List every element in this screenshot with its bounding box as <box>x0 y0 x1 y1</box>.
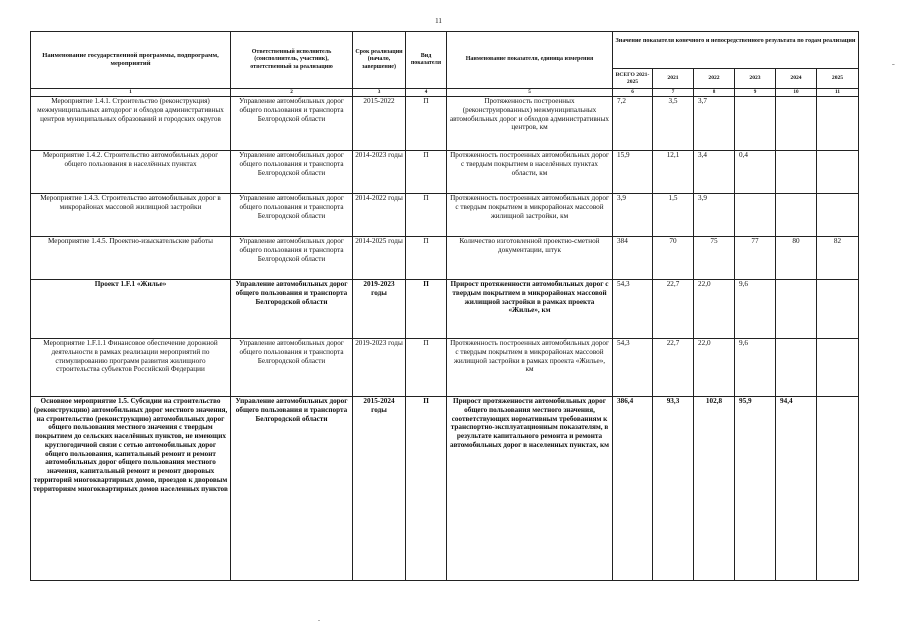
header-total: ВСЕГО 2021-2025 <box>613 69 653 89</box>
index-cell: 10 <box>776 89 817 97</box>
value-total: 15,9 <box>613 151 653 194</box>
row-indicator: Количество изготовленной проектно-сметной документации, штук <box>447 237 613 280</box>
table-row <box>31 194 859 237</box>
row-name: Мероприятие 1.4.2. Строительство автомобильных дорог общего пользования в населённых пунктах <box>31 151 231 194</box>
table-row <box>31 237 859 280</box>
value-2021: 93,3 <box>653 397 694 581</box>
row-executor: Управление автомобильных дорог общего пользования и транспорта Белгородской области <box>231 97 353 151</box>
row-executor: Управление автомобильных дорог общего пользования и транспорта Белгородской области <box>231 151 353 194</box>
table-row <box>31 97 859 151</box>
header-name: Наименование государственной программы, подпрограмм, мероприятий <box>31 32 231 89</box>
value-2021: 12,1 <box>653 151 694 194</box>
row-indicator: Прирост протяженности автомобильных дорог с твердым покрытием в микрорайонах массовой жилищной застройки в рамках проекта «Жилье», км <box>447 280 613 339</box>
page-number: 11 <box>435 17 442 25</box>
index-row <box>31 89 859 97</box>
index-cell: 9 <box>735 89 776 97</box>
row-indicator: Протяженность построенных автомобильных дорог с твердым покрытием в микрорайонах массовой жилищной застройки, км <box>447 194 613 237</box>
value-2023: 95,9 <box>735 397 776 581</box>
value-2023: 9,6 <box>735 339 776 397</box>
row-executor: Управление автомобильных дорог общего пользования и транспорта Белгородской области <box>231 280 353 339</box>
header-year: 2024 <box>776 69 817 89</box>
value-2025 <box>817 151 859 194</box>
row-term: 2014-2023 годы <box>353 151 406 194</box>
value-2022: 3,9 <box>694 194 735 237</box>
header-term: Срок реализации (начало, завершение) <box>353 32 406 89</box>
row-name: Мероприятие 1.F.1.1 Финансовое обеспечение дорожной деятельности в рамках реализации мероприятий по стимулированию программ развития жилищного строительства субъектов Российской Федерации <box>31 339 231 397</box>
row-type: П <box>406 280 447 339</box>
value-2024 <box>776 194 817 237</box>
margin-tick: ˉ <box>892 62 895 71</box>
value-2024 <box>776 97 817 151</box>
header-executor: Ответственный исполнитель (соисполнитель, участник), ответственный за реализацию <box>231 32 353 89</box>
header-values: Значение показателя конечного и непосредственного результата по годам реализации <box>613 32 859 69</box>
row-type: П <box>406 237 447 280</box>
table-row <box>31 151 859 194</box>
row-name: Проект 1.F.1 «Жилье» <box>31 280 231 339</box>
value-2021: 70 <box>653 237 694 280</box>
row-executor: Управление автомобильных дорог общего пользования и транспорта Белгородской области <box>231 237 353 280</box>
value-2023: 9,6 <box>735 280 776 339</box>
value-2024: 80 <box>776 237 817 280</box>
value-2022: 22,0 <box>694 280 735 339</box>
value-2024 <box>776 151 817 194</box>
value-2024 <box>776 339 817 397</box>
value-total: 384 <box>613 237 653 280</box>
header-indicator: Наименование показателя, единица измерения <box>447 32 613 89</box>
row-term: 2015-2024 годы <box>353 397 406 581</box>
value-2023 <box>735 97 776 151</box>
index-cell: 4 <box>406 89 447 97</box>
row-indicator: Протяженность построенных (реконструированных) межмуниципальных автомобильных дорог и обходов административных центров, км <box>447 97 613 151</box>
value-2025 <box>817 397 859 581</box>
value-2025 <box>817 194 859 237</box>
row-term: 2015-2022 <box>353 97 406 151</box>
value-2023: 0,4 <box>735 151 776 194</box>
table-row <box>31 397 859 581</box>
value-2022: 22,0 <box>694 339 735 397</box>
value-2025 <box>817 280 859 339</box>
value-2025: 82 <box>817 237 859 280</box>
table-row <box>31 280 859 339</box>
row-name: Мероприятие 1.4.3. Строительство автомобильных дорог в микрорайонах массовой жилищной застройки <box>31 194 231 237</box>
index-cell: 11 <box>817 89 859 97</box>
index-cell: 5 <box>447 89 613 97</box>
value-2023: 77 <box>735 237 776 280</box>
index-cell: 2 <box>231 89 353 97</box>
row-indicator: Прирост протяженности автомобильных дорог общего пользования местного значения, соответствующих нормативным требованиям к транспортно-эксплуатационным показателям, в результате капитального ремонта и ремонта автомобильных дорог в населенных пунктах, км <box>447 397 613 581</box>
index-cell: 3 <box>353 89 406 97</box>
row-name: Мероприятие 1.4.1. Строительство (реконструкция) межмуниципальных автодорог и обходов административных центров муниципальных образований и городских округов <box>31 97 231 151</box>
row-indicator: Протяженность построенных автомобильных дорог с твердым покрытием в населённых пунктах области, км <box>447 151 613 194</box>
value-2022: 75 <box>694 237 735 280</box>
program-table <box>30 31 859 581</box>
scan-dot: . <box>318 614 320 623</box>
value-2021: 3,5 <box>653 97 694 151</box>
header-year: 2023 <box>735 69 776 89</box>
row-term: 2019-2023 годы <box>353 280 406 339</box>
value-2022: 102,8 <box>694 397 735 581</box>
header-row <box>31 32 859 69</box>
value-total: 386,4 <box>613 397 653 581</box>
header-type: Вид показателя <box>406 32 447 89</box>
row-term: 2019-2023 годы <box>353 339 406 397</box>
row-type: П <box>406 397 447 581</box>
value-total: 54,3 <box>613 280 653 339</box>
row-type: П <box>406 339 447 397</box>
value-2024: 94,4 <box>776 397 817 581</box>
value-total: 3,9 <box>613 194 653 237</box>
value-2025 <box>817 339 859 397</box>
row-indicator: Протяженность построенных автомобильных дорог с твердым покрытием в микрорайонах массовой жилищной застройки в рамках проекта «Жилье», км <box>447 339 613 397</box>
value-total: 7,2 <box>613 97 653 151</box>
value-2024 <box>776 280 817 339</box>
value-total: 54,3 <box>613 339 653 397</box>
header-year: 2021 <box>653 69 694 89</box>
header-year: 2022 <box>694 69 735 89</box>
row-term: 2014-2022 годы <box>353 194 406 237</box>
row-type: П <box>406 151 447 194</box>
index-cell: 1 <box>31 89 231 97</box>
value-2021: 22,7 <box>653 280 694 339</box>
index-cell: 8 <box>694 89 735 97</box>
row-type: П <box>406 97 447 151</box>
value-2025 <box>817 97 859 151</box>
row-name: Основное мероприятие 1.5. Субсидии на строительство (реконструкцию) автомобильных дорог местного значения, на строительство (реконструкцию) автомобильных дорог общего пользования местного значения с твердым покрытием до сельских населённых пунктов, не имеющих круглогодичной связи с сетью автомобильных дорог общего пользования, капитальный ремонт и ремонт автомобильных дорог общего пользования местного значения, капитальный ремонт и ремонт дворовых территорий многоквартирных домов, проездов к дворовым территориям многоквартирных домов населенных пунктов <box>31 397 231 581</box>
value-2023 <box>735 194 776 237</box>
index-cell: 6 <box>613 89 653 97</box>
value-2021: 1,5 <box>653 194 694 237</box>
index-cell: 7 <box>653 89 694 97</box>
row-term: 2014-2025 годы <box>353 237 406 280</box>
row-executor: Управление автомобильных дорог общего пользования и транспорта Белгородской области <box>231 397 353 581</box>
row-executor: Управление автомобильных дорог общего пользования и транспорта Белгородской области <box>231 339 353 397</box>
value-2022: 3,4 <box>694 151 735 194</box>
table-row <box>31 339 859 397</box>
row-name: Мероприятие 1.4.5. Проектно-изыскательские работы <box>31 237 231 280</box>
value-2022: 3,7 <box>694 97 735 151</box>
header-year: 2025 <box>817 69 859 89</box>
row-type: П <box>406 194 447 237</box>
row-executor: Управление автомобильных дорог общего пользования и транспорта Белгородской области <box>231 194 353 237</box>
value-2021: 22,7 <box>653 339 694 397</box>
